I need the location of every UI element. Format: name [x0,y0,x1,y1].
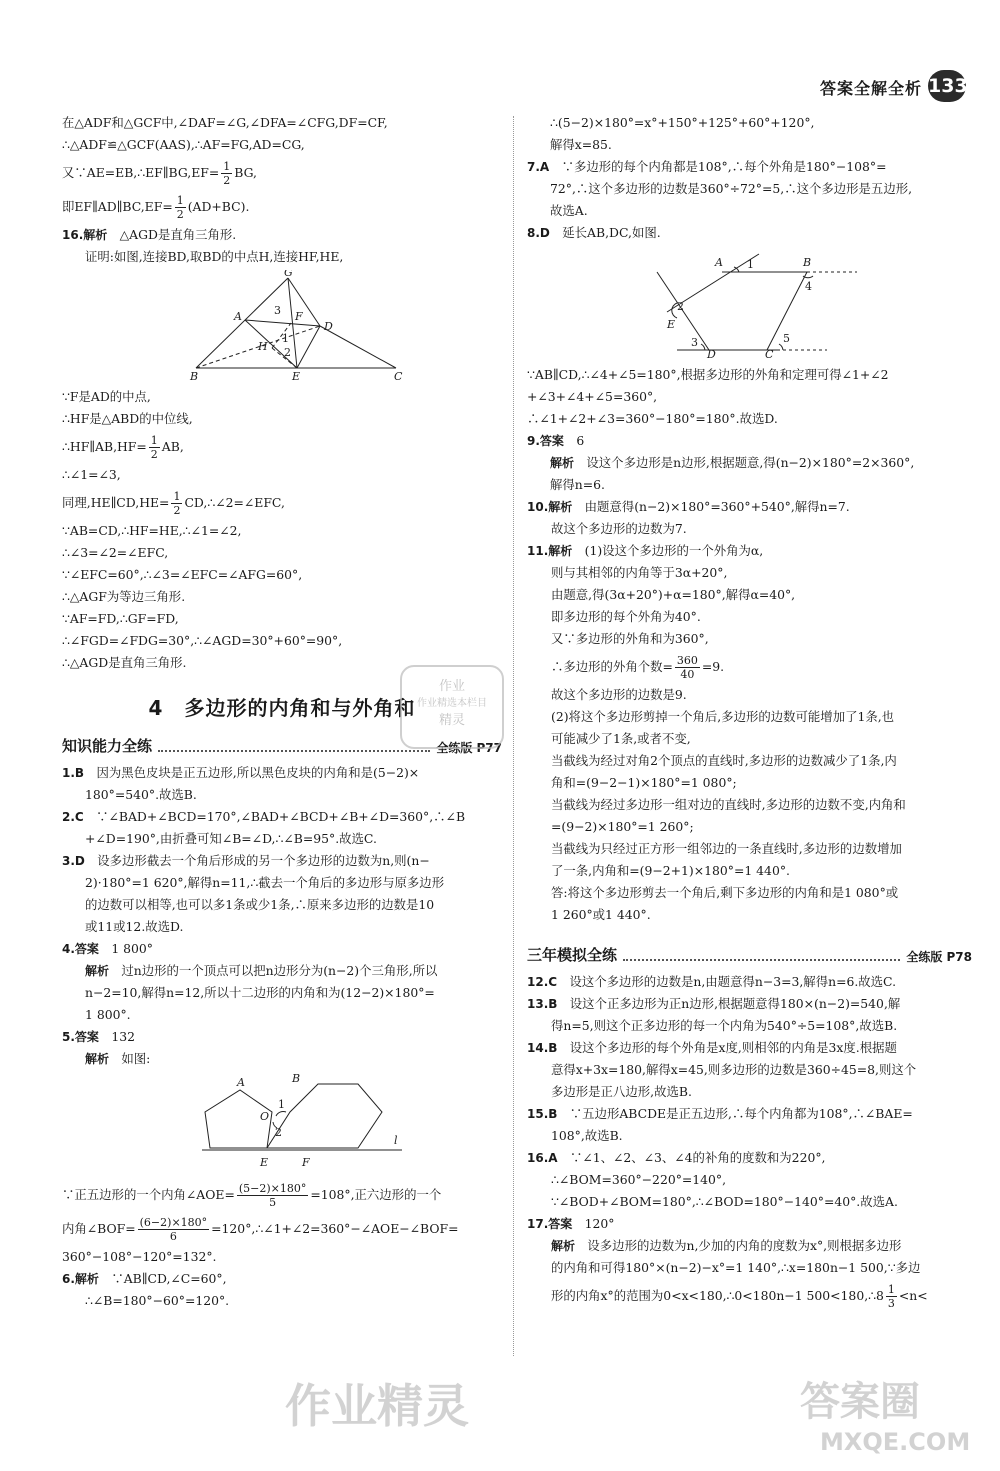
label-H: H [258,340,268,353]
text-line: 1 260°或1 440°. [551,907,651,922]
label-A: A [234,310,242,323]
text-line: =(9−2)×180°=1 260°; [551,819,694,834]
label-E: E [292,370,301,380]
page-number: 133 [928,70,966,102]
q13: 13.B 设这个正多边形为正n边形,根据题意得180×(n−2)=540,解 [527,996,901,1011]
label-B: B [803,256,812,269]
label-G: G [284,270,293,279]
label-B: B [190,370,199,380]
fraction-half: $\frac{1}{2}$ [223,160,231,187]
text-line: 的内角和可得180°×(n−2)−x°=1 140°,∴x=180n−1 500,∵多边 [551,1260,921,1275]
label-C: C [765,348,774,358]
figure-q5 [62,1072,502,1172]
text-line: 了一条,内角和=(9−2+1)×180°=1 440°. [551,863,790,878]
watermark-logo: 答案圈 [800,1379,920,1425]
text-line: 2)·180°=1 620°,解得n=11,∴截去一个角后的多边形与原多边形 [85,875,445,890]
text-line: ∵AF=FD,∴GF=FD, [62,611,179,626]
text-line: ∴HF∥AB,HF= $\frac{1}{2}$ AB, [62,434,184,461]
text-line: 当截线为经过对角2个顶点的直线时,多边形的边数减少了1条,内 [551,753,897,768]
figure-q8 [527,246,972,358]
fraction-half: $\frac{1}{2}$ [176,194,184,221]
text-line: (2)将这个多边形剪掉一个角后,多边形的边数可能增加了1条,也 [551,709,895,724]
text-line: 180°=540°.故选B. [85,787,197,802]
label-F: F [302,1156,310,1169]
text-line: ∴△AGD是直角三角形. [62,655,187,670]
right-column [527,112,972,1313]
text-line: 或11或12.故选D. [85,919,184,934]
label-1: 1 [282,332,289,345]
text-line: ∴(5−2)×180°=x°+150°+125°+60°+120°, [550,115,815,130]
q2: 2.C ∵∠BAD+∠BCD=170°,∠BAD+∠BCD+∠B+∠D=360°,∴∠B [62,809,466,824]
label-D: D [707,348,716,358]
q1: 1.B 因为黑色皮块是正五边形,所以黑色皮块的内角和是(5−2)× [62,765,420,780]
label-1: 1 [278,1098,285,1111]
fraction: $\frac{(5-2)\times 180^\circ}{5}$ [238,1182,307,1209]
text-line: 故这个多边形的边数是9. [551,687,687,702]
fraction: $\frac{360}{40}$ [676,654,698,681]
label-E: E [667,318,676,331]
q16: 16.A ∵∠1、∠2、∠3、∠4的补角的度数和为220°, [527,1150,826,1165]
text-line: 在△ADF和△GCF中,∠DAF=∠G,∠DFA=∠CFG,DF=CF, [62,115,388,130]
text-line: ∴△ADF≌△GCF(AAS),∴AF=FG,AD=CG, [62,137,305,152]
watermark-text: 作业精灵 [285,1379,469,1433]
text-line: 当截线为只经过正方形一组邻边的一条直线时,多边形的边数增加 [551,841,902,856]
section-band-three-year [527,944,972,965]
text-line: ∴∠FGD=∠FDG=30°,∴∠AGD=30°+60°=90°, [62,633,343,648]
label-B: B [292,1072,301,1085]
text-line: 可能减少了1条,或者不变, [551,731,691,746]
text-line: ∴∠1=∠3, [62,467,121,482]
q5-analysis: 解析 如图: [85,1051,151,1066]
column-divider [513,116,514,1356]
text-line: ∴多边形的外角个数= $\frac{360}{40}$ =9. [551,654,725,681]
text-line: n−2=10,解得n=12,所以十二边形的内角和为(12−2)×180°= [85,985,435,1000]
q12: 12.C 设这个多边形的边数是n,由题意得n−3=3,解得n=6.故选C. [527,974,897,989]
text-line: 答:将这个多边形剪去一个角后,剩下多边形的内角和是1 080°或 [551,885,899,900]
label-E: E [260,1156,269,1169]
text-line: 得n=5,则这个正多边形的每一个内角为540°÷5=108°,故选B. [551,1018,898,1033]
text-line: ∵正五边形的一个内角∠AOE= $\frac{(5-2)\times 180^\circ}{5}$ =108°,正六边形的一个 [62,1182,442,1209]
fraction: $\frac{1}{3}$ [887,1283,895,1310]
fraction-half: $\frac{1}{2}$ [173,490,181,517]
text-line: 故选A. [550,203,588,218]
q11: 11.解析 (1)设这个多边形的一个外角为α, [527,543,764,558]
q5-answer: 5.答案 132 [62,1029,135,1044]
q9-analysis: 解析 设这个多边形是n边形,根据题意,得(n−2)×180°=2×360°, [550,455,915,470]
text-line: 1 800°. [85,1007,131,1022]
q15: 15.B ∵五边形ABCDE是正五边形,∴每个内角都为108°,∴∠BAE= [527,1106,913,1121]
text-line: ∴∠1+∠2+∠3=360°−180°=180°.故选D. [527,411,778,426]
text-line: +∠3+∠4+∠5=360°, [527,389,658,404]
text-line: 解得n=6. [550,477,605,492]
q17-analysis: 解析 设多边形的边数为n,少加的内角的度数为x°,则根据多边形 [551,1238,902,1253]
text-line: 又∵多边形的外角和为360°, [551,631,709,646]
text-line: ∴∠3=∠2=∠EFC, [62,545,169,560]
q4-analysis: 解析 过n边形的一个顶点可以把n边形分为(n−2)个三角形,所以 [85,963,438,978]
section-title: 4 多边形的内角和与外角和 [148,696,416,720]
text-line: 由题意,得(3α+20°)+α=180°,解得α=40°, [551,587,796,602]
label-2: 2 [275,1126,282,1139]
text-line: 故这个多边形的边数为7. [551,521,687,536]
text-line: 当截线为经过多边形一组对边的直线时,多边形的边数不变,内角和 [551,797,906,812]
stamp: 作业 作业精选本栏目 精灵 [400,665,504,749]
text-line: 证明:如图,连接BD,取BD的中点H,连接HF,HE, [85,249,344,264]
text-line: ∴∠BOM=360°−220°=140°, [551,1172,727,1187]
text-line: 108°,故选B. [551,1128,623,1143]
label-2: 2 [677,300,684,313]
label-A: A [715,256,723,269]
text-line: ∵F是AD的中点, [62,389,151,404]
q16-tag: 16.解析 [62,228,108,242]
text-line: 即多边形的每个外角为40°. [551,609,701,624]
band-title: 三年模拟全练 [527,946,618,964]
label-l: l [394,1134,398,1147]
band-ref: 全练版 P77 [436,741,502,755]
q17-answer: 17.答案 120° [527,1216,615,1231]
label-O: O [260,1110,270,1123]
text-line: 解得x=85. [550,137,612,152]
text-line: ∵AB∥CD,∴∠4+∠5=180°,根据多边形的外角和定理可得∠1+∠2 [527,367,889,382]
label-1: 1 [747,258,754,271]
label-4: 4 [805,280,812,293]
label-C: C [394,370,403,380]
q8: 8.D 延长AB,DC,如图. [527,225,661,240]
text-line: 即EF∥AD∥BC,EF= $\frac{1}{2}$ (AD+BC). [62,194,250,221]
q9-answer: 9.答案 6 [527,433,585,448]
text-line: ∵∠EFC=60°,∴∠3=∠EFC=∠AFG=60°, [62,567,303,582]
text-line: ∵∠BOD+∠BOM=180°,∴∠BOD=180°−140°=40°.故选A. [551,1194,898,1209]
text-line: ∴∠B=180°−60°=120°. [85,1293,230,1308]
q3: 3.D 设多边形截去一个角后形成的另一个多边形的边数为n,则(n− [62,853,430,868]
q4-answer: 4.答案 1 800° [62,941,153,956]
band-ref: 全练版 P78 [906,950,972,964]
text-line: 角和=(9−2−1)×180°=1 080°; [551,775,737,790]
text-line: 同理,HE∥CD,HE= $\frac{1}{2}$ CD,∴∠2=∠EFC, [62,490,285,517]
label-A: A [237,1076,245,1089]
running-header-title: 答案全解全析 [819,79,922,98]
label-D: D [324,320,333,333]
q7: 7.A ∵多边形的每个内角都是108°,∴每个外角是180°−108°= [527,159,887,174]
q10: 10.解析 由题意得(n−2)×180°=360°+540°,解得n=7. [527,499,850,514]
text-line: 又∵AE=EB,∴EF∥BG,EF= $\frac{1}{2}$ BG, [62,160,257,187]
label-3: 3 [274,304,281,317]
q16-answer-line: 16.解析 △AGD是直角三角形. [62,227,237,242]
text-line: ∴△AGF为等边三角形. [62,589,186,604]
label-3: 3 [691,336,698,349]
text-line: ∵AB=CD,∴HF=HE,∴∠1=∠2, [62,523,242,538]
text-line: +∠D=190°,由折叠可知∠B=∠D,∴∠B=95°.故选C. [85,831,377,846]
label-2: 2 [284,346,291,359]
text-line: 72°,∴这个多边形的边数是360°÷72°=5,∴这个多边形是五边形, [550,181,913,196]
text-line: 则与其相邻的内角等于3α+20°, [551,565,728,580]
label-5: 5 [783,332,790,345]
text-line: 360°−108°−120°=132°. [62,1249,217,1264]
figure-q16 [62,270,502,380]
text-line: 的边数可以相等,也可以多1条或少1条,∴原来多边形的边数是10 [85,897,435,912]
fraction: $\frac{(6-2)\times 180^\circ}{6}$ [139,1216,208,1243]
text-line: 形的内角x°的范围为0<x<180,∴0<180n−1 500<180,∴8 $\frac{1}{3}$ <n< [551,1283,928,1310]
label-F: F [295,310,303,323]
text-line: 内角∠BOF= $\frac{(6-2)\times 180^\circ}{6}$ =120°,∴∠1+∠2=360°−∠AOE−∠BOF= [62,1216,459,1243]
q6: 6.解析 ∵AB∥CD,∠C=60°, [62,1271,227,1286]
text-line: 多边形是正八边形,故选B. [551,1084,692,1099]
q14: 14.B 设这个多边形的每个外角是x度,则相邻的内角是3x度.根据题 [527,1040,897,1055]
text-line: 意得x+3x=180,解得x=45,则多边形的边数是360÷45=8,则这个 [551,1062,917,1077]
watermark-url: MXQE.COM [820,1428,971,1456]
fraction-half: $\frac{1}{2}$ [150,434,158,461]
band-title: 知识能力全练 [62,737,153,755]
text-line: ∴HF是△ABD的中位线, [62,411,193,426]
